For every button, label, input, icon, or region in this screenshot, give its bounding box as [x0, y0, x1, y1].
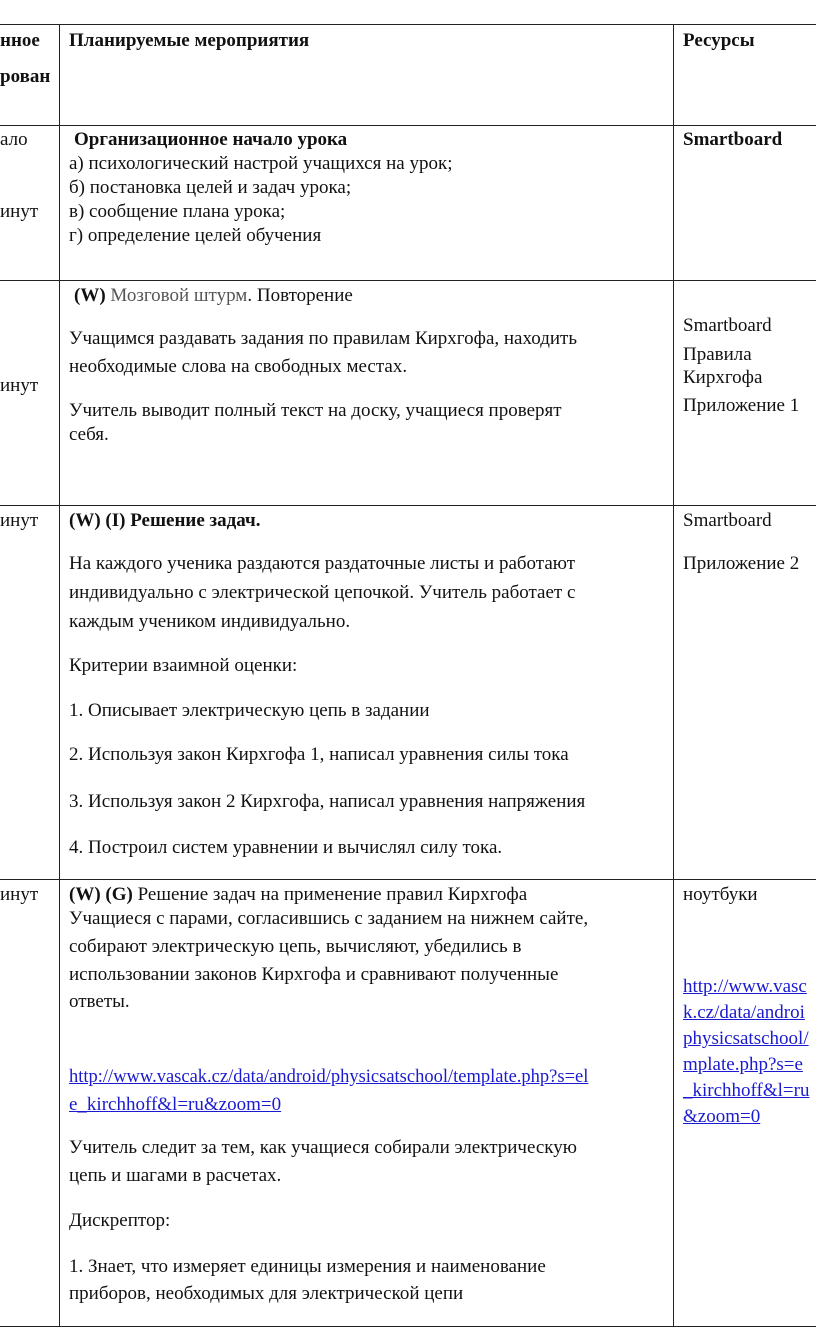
row4-paragraph: собирают электрическую цепь, вычисляют, убедились в: [69, 936, 522, 957]
header-stage-label: нное: [0, 30, 40, 51]
row2-title: [74, 283, 353, 309]
row4-paragraph: ответы.: [69, 991, 130, 1012]
row2-tag: (W): [74, 285, 106, 306]
row2-title-part: . Повторение: [247, 285, 353, 306]
header-stage-label: рован: [0, 66, 51, 87]
row2-time: инут: [0, 375, 39, 396]
row4-resource-link-line[interactable]: k.cz/data/androi: [683, 1002, 805, 1023]
row3-criterion: 4. Построил систем уравнении и вычислял силу тока.: [69, 837, 503, 858]
row4-paragraph: Учитель следит за тем, как учащиеся собирали электрическую: [69, 1137, 577, 1158]
row-divider: [0, 280, 816, 281]
row1-item: г) определение целей обучения: [69, 225, 322, 246]
column-divider: [673, 24, 674, 1327]
header-activities: Планируемые мероприятия: [69, 30, 310, 51]
row4-resource-link-line[interactable]: mplate.php?s=e: [683, 1054, 803, 1075]
row4-paragraph: Учащиеся с парами, согласившись с заданием на нижнем сайте,: [69, 908, 589, 929]
row4-descriptor: 1. Знает, что измеряет единицы измерения и наименование: [69, 1256, 546, 1277]
row1-time: инут: [0, 201, 39, 222]
row1-time: ало: [0, 129, 28, 150]
row3-resource: Smartboard: [683, 510, 772, 531]
row3-criterion: 2. Используя закон Кирхгофа 1, написал уравнения силы тока: [69, 744, 569, 765]
row-divider: [0, 125, 816, 126]
row2-resource: Правила: [683, 344, 752, 365]
row3-paragraph: На каждого ученика раздаются раздаточные листы и работают: [69, 553, 576, 574]
row4-link[interactable]: http://www.vascak.cz/data/android/physicsatschool/template.php?s=el: [69, 1067, 589, 1087]
row4-descriptor: приборов, необходимых для электрической цепи: [69, 1283, 464, 1304]
row2-resource: Smartboard: [683, 315, 772, 336]
row3-criterion: 3. Используя закон 2 Кирхгофа, написал уравнения напряжения: [69, 791, 586, 812]
row4-resource-link-line[interactable]: &zoom=0: [683, 1106, 761, 1127]
row2-paragraph: необходимые слова на свободных местах.: [69, 356, 408, 377]
row2-resource: Кирхгофа: [683, 367, 763, 388]
row4-title-text: Решение задач на применение правил Кирхгофа: [132, 884, 528, 905]
row1-item: в) сообщение плана урока;: [69, 201, 286, 222]
row3-title: (W) (I) Решение задач.: [69, 510, 261, 531]
row2-resource: Приложение 1: [683, 395, 800, 416]
table-bottom-border: [0, 1326, 816, 1327]
column-divider: [59, 24, 60, 1327]
row2-title-part: Мозговой штурм: [105, 285, 248, 306]
row2-paragraph: Учитель выводит полный текст на доску, учащиеся проверят: [69, 400, 562, 421]
row1-title: Организационное начало урока: [74, 129, 348, 150]
row4-resource-link-line[interactable]: physicsatschool/: [683, 1028, 809, 1049]
row1-item: б) постановка целей и задач урока;: [69, 177, 352, 198]
row4-paragraph: использовании законов Кирхгофа и сравнивают полученные: [69, 964, 559, 985]
row3-criteria-title: Критерии взаимной оценки:: [69, 655, 298, 676]
row3-resource: Приложение 2: [683, 553, 800, 574]
row-divider: [0, 879, 816, 880]
row2-paragraph: себя.: [69, 424, 109, 445]
header-resources: Ресурсы: [683, 30, 755, 51]
row4-paragraph: цепь и шагами в расчетах.: [69, 1165, 282, 1186]
row4-resource-link-line[interactable]: http://www.vasc: [683, 976, 807, 997]
row4-resource-link-line[interactable]: _kirchhoff&l=ru: [683, 1080, 810, 1101]
row4-time: инут: [0, 884, 39, 905]
row4-descriptor-title: Дискрептор:: [69, 1210, 171, 1231]
row4-resource: ноутбуки: [683, 884, 758, 905]
row-divider: [0, 505, 816, 506]
table-top-border: [0, 24, 816, 25]
row3-paragraph: каждым учеником индивидуально.: [69, 611, 351, 632]
row3-criterion: 1. Описывает электрическую цепь в задании: [69, 700, 430, 721]
row3-paragraph: индивидуально с электрической цепочкой. Учитель работает с: [69, 582, 576, 603]
row4-tag: (W) (G): [69, 884, 133, 905]
row4-link[interactable]: e_kirchhoff&l=ru&zoom=0: [69, 1094, 282, 1115]
row3-time: инут: [0, 510, 39, 531]
row1-item: а) психологический настрой учащихся на урок;: [69, 153, 453, 174]
row2-paragraph: Учащимся раздавать задания по правилам Кирхгофа, находить: [69, 328, 578, 349]
row4-title: [69, 882, 527, 908]
row4-resource-link[interactable]: [683, 974, 816, 1144]
row1-resource: Smartboard: [683, 129, 783, 150]
